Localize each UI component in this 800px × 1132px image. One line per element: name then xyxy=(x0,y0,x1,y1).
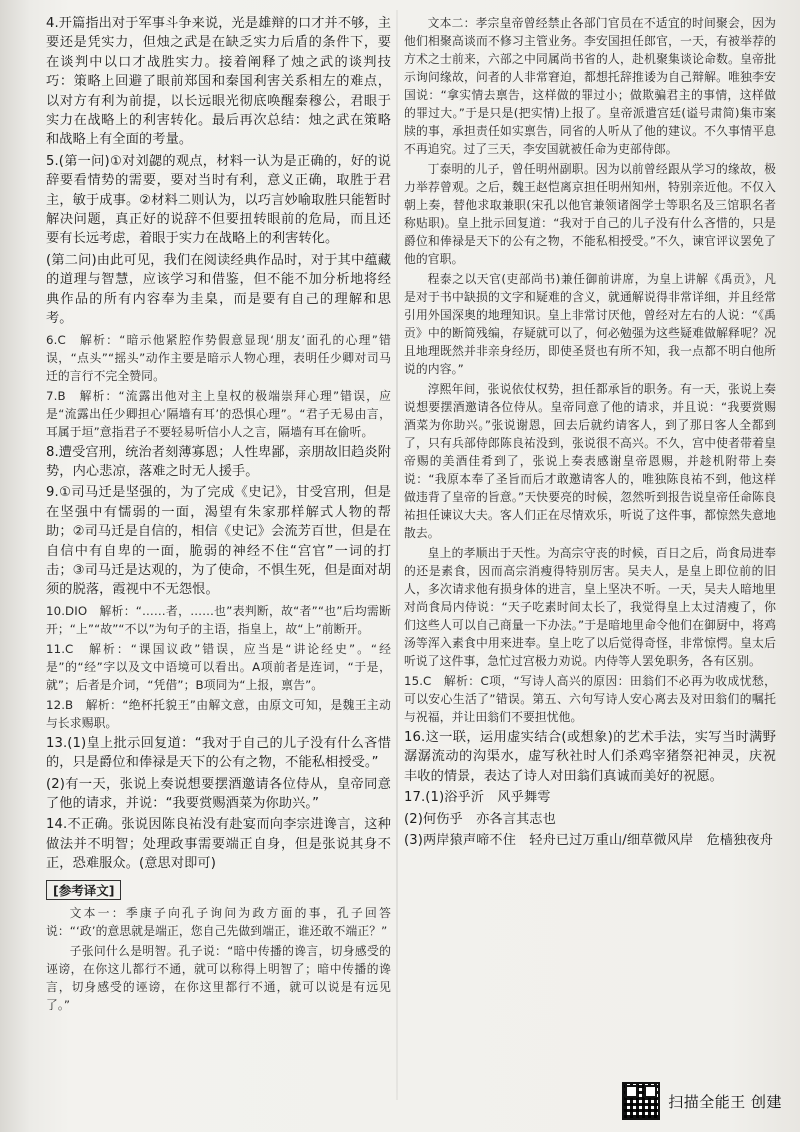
answer-15: 15.C 解析：C项，“写诗人高兴的原因：田翁们不必再为收成忧愁，可以安心生活了”错误。第五、六句写诗人安心离去及对田翁们的嘱托与祝福，并让田翁们不要担忧他。 xyxy=(404,674,776,724)
answer-6: 6.C 解析：“暗示他紧腔作势假意显现‘朋友’面孔的心理”错误，“点头”“摇头”动作主要是暗示人物心理，表明任少卿对司马迁的言行不完全赞同。 xyxy=(46,332,391,383)
answer-14: 14.不正确。张说因陈良祐没有赴宴而向李宗进谗言，这种做法并不明智；处理政事需要端正自身，但是张说其身不正，恐难服众。(意思对即可) xyxy=(46,817,391,872)
answer-5-part1: 5.(第一问)①对刘勰的观点，材料一认为是正确的，好的说辞要看情势的需要，要对当时有利，意义正确，取胜于君主，敏于成事。②材料二则认为，以巧言妙喻取胜只能暂时解决问题，真正好的说辞不但要扭转眼前的危局，而且还要有长远考虑，着眼于实力在战略上的利害转化。 xyxy=(46,153,391,247)
qr-code-icon xyxy=(622,1082,660,1120)
answer-17-3: (3)两岸猿声啼不住 轻舟已过万重山/细草微风岸 危樯独夜舟 xyxy=(404,833,773,849)
answer-7: 7.B 解析：“流露出他对主上皇权的极端崇拜心理”错误，应是“流露出任少卿担心‘隔墙有耳’的恐惧心理”。“君子无易由言，耳属于垣”意指君子不要轻易听信小人之言，隔墙有耳在偷听。 xyxy=(46,388,391,439)
answer-17-1: 17.(1)浴乎沂 风乎舞雩 xyxy=(404,790,551,806)
translation-text-2e: 皇上的孝顺出于天性。为高宗守丧的时候，百日之后，尚食局进奉的还是素食，因而高宗消瘦得特别厉害。吴夫人，是皇上即位前的旧人，多次请求他有损身体的进言，皇上坚决不听。一天，吴夫人暗地里对尚食局内侍说：“天子吃素时间太长了，我觉得皇上太过清瘦了，你们这些人可以自己商量一下办法。”于是暗地里命令他们在御厨中，将鸡汤等浑入素食中用来进奉。皇上吃了以后觉得奇怪，非常惊愕。皇太后听说了这件事，急忙过宫极力劝说。内侍等人罢免职务，各有区别。 xyxy=(404,546,776,668)
translation-text-2: 文本二：孝宗皇帝曾经禁止各部门官员在不适宜的时间聚会，因为他们相聚高谈而不修习主管业务。李安国担任郎官，一天，有被举荐的方术之士前来，六部之中同属尚书省的人，赴机聚集谈论命数。皇帝批示询问缘故，问者的人非常窘迫，都想托辞推诿为自己辩解。唯独李安国说：“拿实情去禀告，这样做的罪过小；做欺骗君主的事情，这样做的罪过大。”于是只是(把实情)上报了。皇帝派遣宫廷(谥号肃简)集市案牍的事，承担责任如实禀告，同省的人听从了他的建议。不久事情平息不再追究。过了三天，李安国就被任命为吏部侍郎。 xyxy=(404,16,776,156)
left-column xyxy=(46,14,391,1016)
answer-11: 11.C 解析：“课国议政”错误，应当是“讲论经史”。“经是”的“经”字以及文中语境可以看出。A项前者是连词，“于是，就”；后者是介词，“凭借”；B项同为“上报，禀告”。 xyxy=(46,641,391,692)
right-column xyxy=(404,14,776,852)
answer-13-part2: (2)有一天，张说上奏说想要摆酒邀请各位侍从，皇帝同意了他的请求，并说：“我要赏赐酒菜为你助兴。” xyxy=(46,776,391,811)
translation-text-1b: 子张问什么是明智。孔子说：“暗中传播的谗言，切身感受的诬谤，在你这儿都行不通，就可以称得上明智了；暗中传播的谗言，切身感受的诬谤，在你这里都行不通，就可以说是有远见了。” xyxy=(46,943,391,1012)
section-header: [参考译文] xyxy=(46,880,121,900)
translation-text-2b: 丁泰明的儿子，曾任明州副职。因为以前曾经跟从学习的缘故，极力举荐曾观。之后，魏王赵恺离京担任明州知州，特别亲近他。不仅入朝上奏，替他求取兼职(宋孔以他官兼领诸阁学士等职名及三馆职名者称贴职)。皇上批示回复道：“我对于自己的儿子没有什么吝惜的，只是爵位和俸禄是天下的公有之物，不能私相授受。”不久，谏官评议罢免了他的官职。 xyxy=(404,162,776,266)
answer-13-part1: 13.(1)皇上批示回复道：“我对于自己的儿子没有什么吝惜的，只是爵位和俸禄是天下的公有之物，不能私相授受。” xyxy=(46,735,391,771)
answer-8: 8.遭受宫刑，统治者刻薄寡恩；人性卑鄙，亲朋故旧趋炎附势，内心悲凉，落难之时无人援手。 xyxy=(46,444,391,479)
answer-16: 16.这一联，运用虚实结合(或想象)的艺术手法，实写当时满野潺潺流动的沟渠水，虚写秋社时人们杀鸡宰猪祭祀神灵，庆祝丰收的情景，表达了诗人对田翁们真诚而美好的祝愿。 xyxy=(404,730,776,784)
translation-text-2d: 淳熙年间，张说依仗权势，担任都承旨的职务。有一天，张说上奏说想要摆酒邀请各位侍从。皇帝同意了他的请求，并且说：“我要赏赐酒菜为你助兴。”张说谢恩，回去后就约请客人，到了那日客人全都到了，只有兵部侍郎陈良祐没到，张说很不高兴。不久，宫中使者带着皇帝赐的美酒佳肴到了，张说上奏表感谢皇帝恩赐，并趁机附带上奏说：“我原本奉了圣旨而后才敢邀请客人的，唯独陈良祐不到，他这样做违背了皇帝的旨意。”天快要亮的时候，忽然听到报告说皇帝任命陈良祐担任谏议大夫。客人们正在尽情欢乐，听说了这件事，都惊然失意地散去。 xyxy=(404,382,776,540)
scanner-watermark xyxy=(622,1082,782,1120)
translation-text-2c: 程泰之以天官(吏部尚书)兼任御前讲席，为皇上讲解《禹贡》，凡是对于书中缺损的文字和疑难的含义，就通解说得非常详细，并且经常引用外国深奥的地理知识。皇上非常讨厌他，曾经对左右的人说：“《禹贡》中的断简残编，存疑就可以了，何必勉强为这些疑难做解释呢？况且地理既然并非亲身经历，即使圣贤也有所不知，我一点都不明白他所说的内容。” xyxy=(404,272,776,376)
answer-12: 12.B 解析：“绝杯托貌王”由解文意，由原文可知，是魏王主动与长求赐职。 xyxy=(46,697,391,730)
translation-text-1: 文本一：季康子向孔子询问为政方面的事，孔子回答说：“‘政’的意思就是端正，您自己先做到端正，谁还敢不端正？” xyxy=(46,905,391,938)
page-fold xyxy=(396,10,398,1100)
watermark-text: 扫描全能王 创建 xyxy=(668,1092,782,1111)
answer-5-part2: (第二问)由此可见，我们在阅读经典作品时，对于其中蕴藏的道理与智慧，应该学习和借鉴，但不能不加分析地将经典作品的所有内容奉为圭臬，而是要有自己的理解和思考。 xyxy=(46,252,391,327)
answer-9: 9.①司马迁是坚强的，为了完成《史记》，甘受宫刑，但是在坚强中有懦弱的一面，渴望有朱家那样解式人物的帮助；②司马迁是自信的，相信《史记》会流芳百世，但是在自信中有自卑的一面，脆弱的神经不住“宫官”一词的打击；③司马迁是达观的，为了使命，不惧生死，但是面对胡须的脱落，霞视中不无怨恨。 xyxy=(46,485,391,598)
answer-4: 4.开篇指出对于军事斗争来说，光是雄辩的口才并不够，主要还是凭实力，但烛之武是在缺乏实力后盾的条件下，要在谈判中以口才战胜实力。接着阐释了烛之武的谈判技巧：策略上回避了眼前郑国和秦国利害关系相左的难点，以对方有利为前提，以长远眼光彻底唤醒秦穆公，君眼于实力在战略上的利害转化。最后再次总结：烛之武在策略和战略上有全面的考量。 xyxy=(46,16,391,148)
answer-10: 10.DIO 解析：“……者，……也”表判断，故“者”“也”后均需断开；“上”“故”“不以”为句子的主语，指皇上，故“上”前断开。 xyxy=(46,603,391,636)
answer-17-2: (2)何伤乎 亦各言其志也 xyxy=(404,811,556,827)
